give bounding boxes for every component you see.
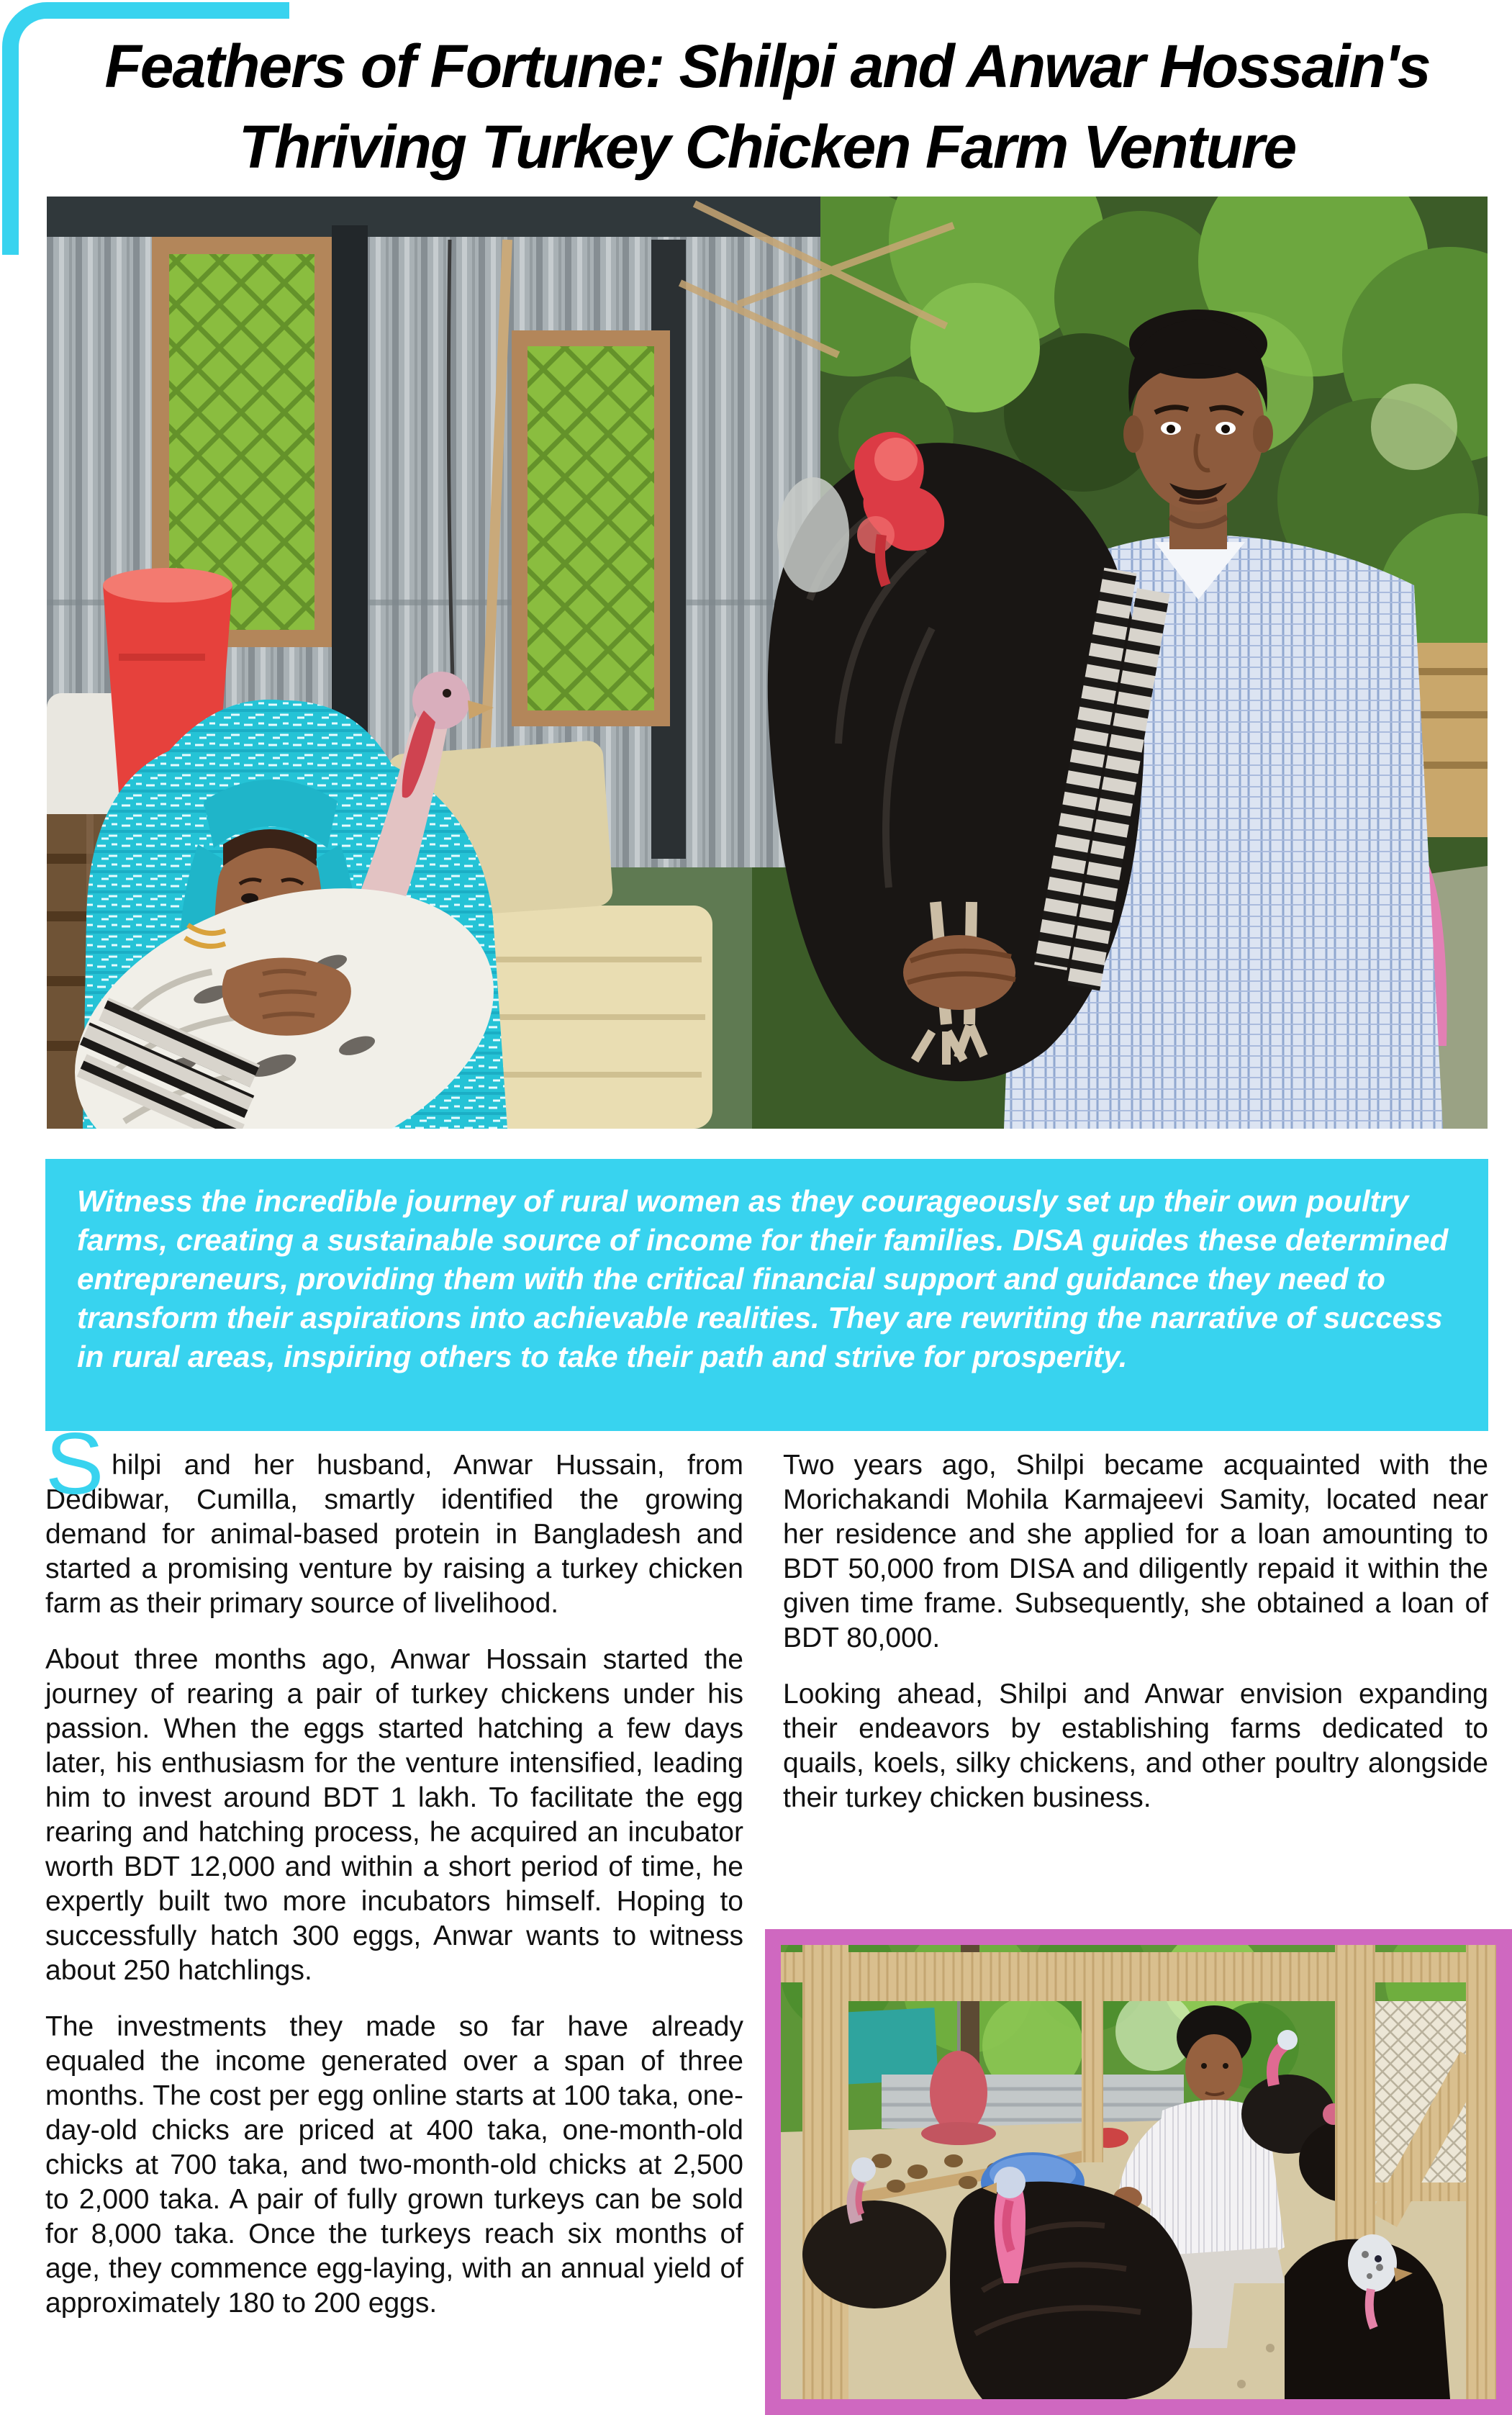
article-column-right bbox=[783, 1448, 1488, 1837]
page-title-line-2: Thriving Turkey Chicken Farm Venture bbox=[238, 113, 1296, 181]
main-photo-illustration bbox=[47, 197, 1488, 1129]
paragraph-4: Two years ago, Shilpi became acquainted with the Morichakandi Mohila Karmajeevi Samity, located near her residence and she applied for a loan amounting to BDT 50,000 from DISA and diligently repaid it within the given time frame. Subsequently, she obtained a loan of BDT 80,000. bbox=[783, 1450, 1488, 1653]
page-title bbox=[47, 26, 1488, 187]
pen-photo-illustration bbox=[781, 1945, 1496, 2399]
paragraph-3: The investments they made so far have already equaled the income generated over a span of three months. The cost per egg online starts at 100 taka, one-day-old chicks are priced at 400 taka, one-month-old chicks at 700 taka, and two-month-old chicks at 2,500 to 2,000 taka. A pair of fully grown turkeys can be sold for 8,000 taka. Once the turkeys reach six months of age, they commence egg-laying, with an annual yield of approximately 180 to 200 eggs. bbox=[45, 2011, 743, 2319]
drop-cap: S bbox=[45, 1414, 104, 1512]
page-title-line-1: Feathers of Fortune: Shilpi and Anwar Hossain's bbox=[104, 32, 1430, 100]
window-grill-right bbox=[512, 330, 670, 726]
pen-photo bbox=[765, 1929, 1512, 2415]
paragraph-5: Looking ahead, Shilpi and Anwar envision expanding their endeavors by establishing farms dedicated to quails, koels, silky chickens, and other poultry alongside their turkey chicken business. bbox=[783, 1679, 1488, 1813]
article-column-left bbox=[45, 1414, 743, 2342]
paragraph-1-text: hilpi and her husband, Anwar Hussain, from Dedibwar, Cumilla, smartly identified the growing demand for animal-based protein in Bangladesh and started a promising venture by raising a turkey chicken farm as their primary source of livelihood. bbox=[45, 1450, 743, 1619]
paragraph-1 bbox=[45, 1414, 743, 1621]
highlight-quote-box bbox=[45, 1159, 1488, 1431]
main-photo bbox=[47, 197, 1488, 1129]
highlight-quote-text: Witness the incredible journey of rural women as they courageously set up their own poultry farms, creating a sustainable source of income for their families. DISA guides these determined entrepreneurs, providing them with the critical financial support and guidance they need to transform their aspirations into achievable realities. They are rewriting the narrative of success in rural areas, inspiring others to take their path and strive for prosperity. bbox=[77, 1184, 1449, 1373]
paragraph-2: About three months ago, Anwar Hossain started the journey of rearing a pair of turkey chickens under his passion. When the eggs started hatching a few days later, his enthusiasm for the venture intensified, leading him to invest around BDT 1 lakh. To facilitate the egg rearing and hatching process, he acquired an incubator worth BDT 12,000 and within a short period of time, he expertly built two more incubators himself. Hoping to successfully hatch 300 eggs, Anwar wants to witness about 250 hatchlings. bbox=[45, 1644, 743, 1986]
